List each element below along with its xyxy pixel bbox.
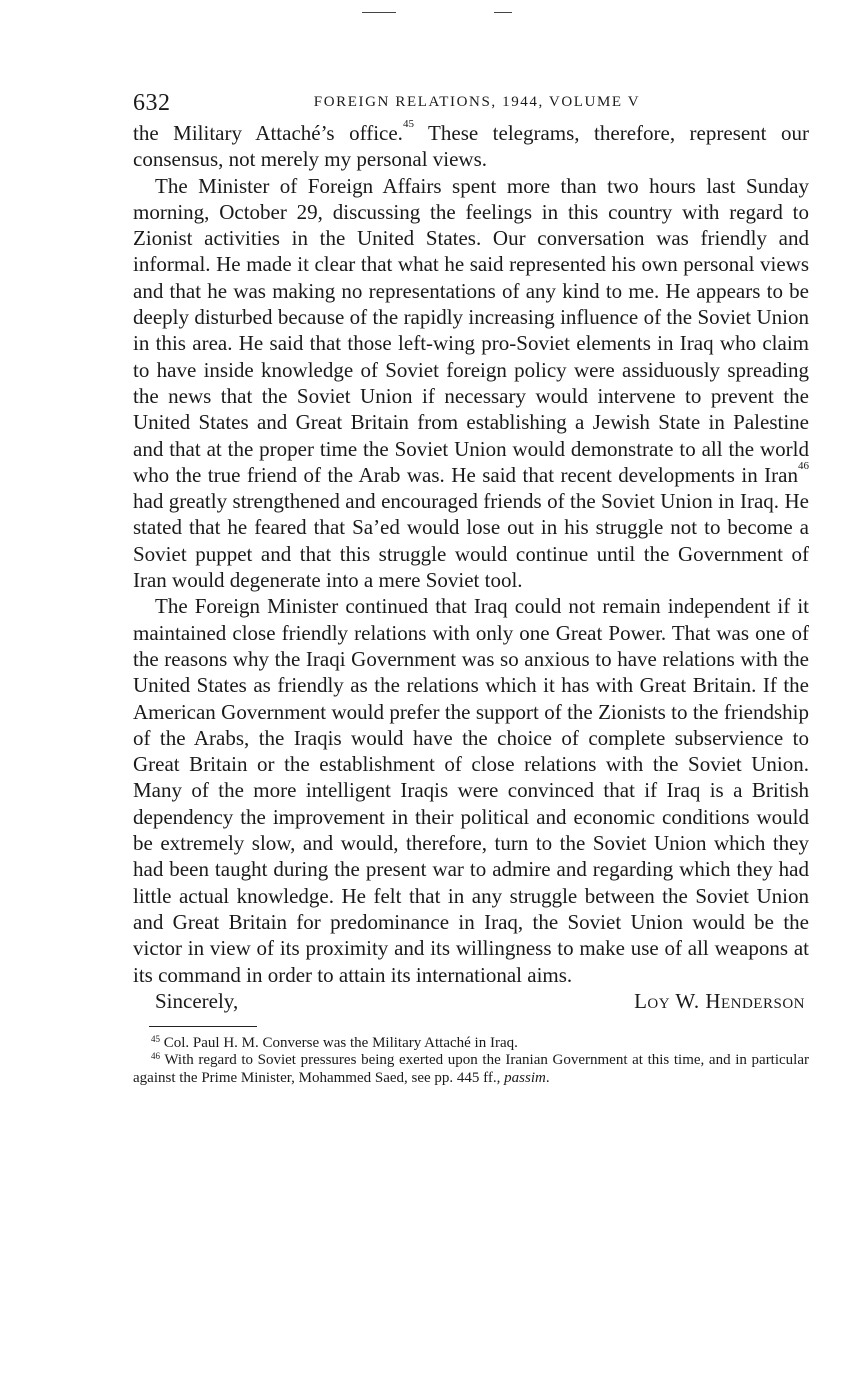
footnote-45-number: 45 (151, 1033, 160, 1044)
salutation: Sincerely, (155, 988, 239, 1013)
closing (133, 988, 809, 1014)
paragraph-2 (133, 173, 809, 594)
footnote-46 (133, 1052, 809, 1087)
footnote-46-end: . (545, 1069, 550, 1086)
paragraph-3: The Foreign Minister continued that Iraq could not remain independent if it maintained close friendly relations with only one Great Power. That was one of the reasons why the Iraqi Government was so anxious to have relations with the United States as friendly as the relations which it has with Great Britain. If the American Government would prefer the support of the Zionists to the friendship of the Arabs, the Iraqis would have the choice of complete subservience to Great Britain or the establishment of close relations with the Soviet Union. Many of the more intelligent Iraqis were convinced that if Iraq is a British dependency the improvement in their political and economic conditions would be extremely slow, and would, therefore, turn to the Soviet Union which they had been taught during the present war to admire and regarding which they had little actual knowledge. He felt that in any struggle between the Soviet Union and Great Britain for predominance in Iraq, the Soviet Union would be the victor in view of its proximity and its willingness to make use of all weapons at its command in order to attain its international aims. (133, 594, 809, 987)
printer-mark-left (362, 12, 396, 13)
paragraph-1 (133, 120, 809, 173)
body-text (133, 120, 809, 988)
footnote-46-text: With regard to Soviet pressures being exerted upon the Iranian Government at this time, and in particular against the Prime Minister, Mohammed Saed, see pp. 445 ff., (133, 1052, 809, 1086)
footnote-rule (149, 1026, 257, 1027)
document-page (133, 84, 809, 1087)
paragraph-2-text-a: The Minister of Foreign Affairs spent more than two hours last Sunday morning, October 29, discussing the feelings in this country with regard to Zionist activities in the United States. Our conversation was friendly and informal. He made it clear that what he said represented his own personal views and that he was making no representations of any kind to me. He appears to be deeply disturbed because of the rapidly increasing influence of the Soviet Union in this area. He said that those left-wing pro-Soviet elements in Iraq who claim to have inside knowledge of Soviet foreign policy were assiduously spreading the news that the Soviet Union if necessary would intervene to prevent the United States and Great Britain from establishing a Jewish State in Palestine and that at the proper time the Soviet Union would demonstrate to all the world who the true friend of the Arab was. He said that recent developments in Iran (133, 173, 809, 487)
signature: Loy W. Henderson (634, 988, 805, 1013)
footnote-46-passim: passim (504, 1069, 546, 1086)
footnote-46-number: 46 (151, 1051, 160, 1062)
footnote-45-text: Col. Paul H. M. Converse was the Military Attaché in Iraq. (160, 1034, 518, 1051)
page-number: 632 (133, 90, 171, 116)
footnote-ref-46: 46 (798, 459, 809, 472)
running-title: FOREIGN RELATIONS, 1944, VOLUME V (313, 94, 641, 110)
paragraph-1-text-b: These telegrams, therefore, represent our consensus, not merely my personal views. (133, 121, 809, 172)
footnote-ref-45: 45 (402, 118, 414, 130)
paragraph-1-text-a: the Military Attaché’s office. (133, 121, 403, 145)
running-head (133, 84, 809, 120)
footnote-45 (133, 1035, 809, 1053)
paragraph-2-text-b: had greatly strengthened and encouraged friends of the Soviet Union in Iraq. He stated that he feared that Sa’ed would lose out in his struggle not to become a Soviet puppet and that this struggle would continue until the Government of Iran would degenerate into a mere Soviet tool. (133, 489, 809, 593)
printer-mark-right (494, 12, 512, 13)
top-printer-marks (0, 6, 850, 16)
footnotes (133, 1035, 809, 1088)
